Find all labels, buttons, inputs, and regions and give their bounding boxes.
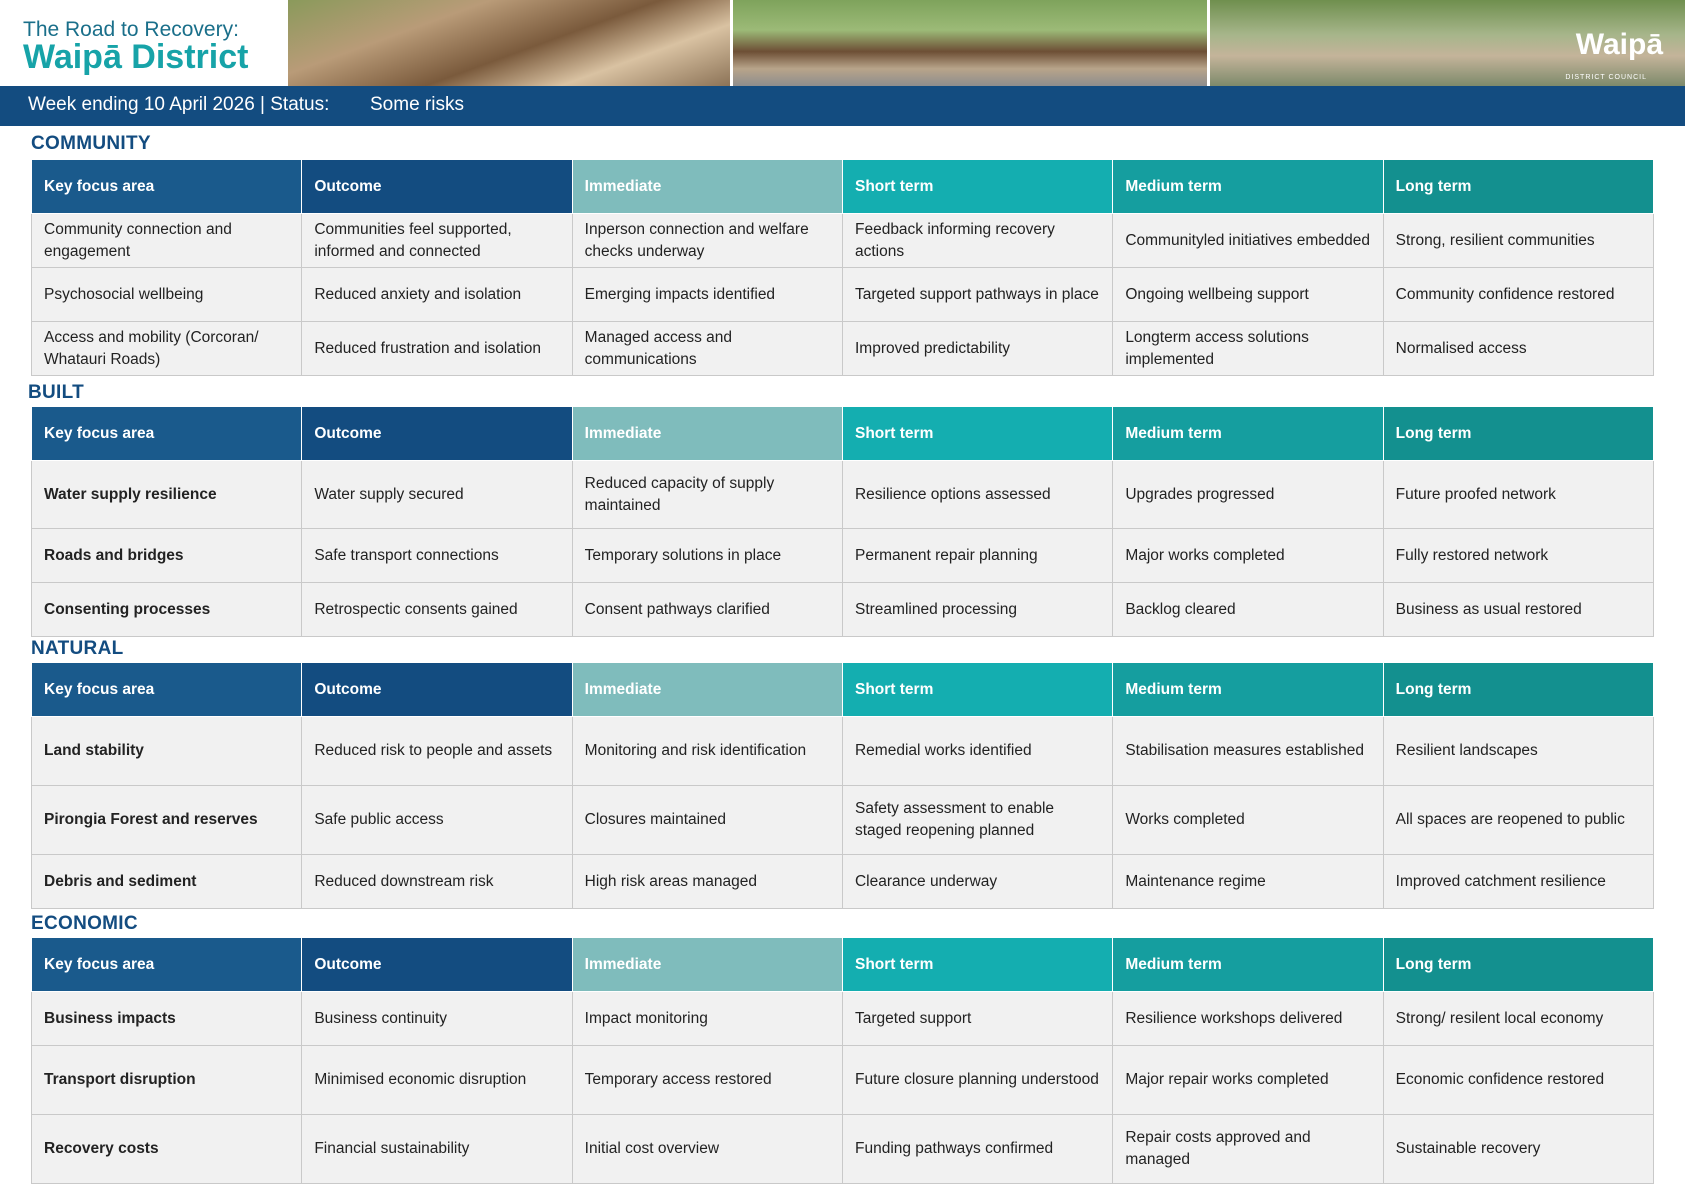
cell-short-term: Permanent repair planning — [842, 529, 1112, 583]
header-photo-landslip — [288, 0, 730, 86]
cell-immediate: Impact monitoring — [572, 992, 842, 1046]
report-subtitle: The Road to Recovery: — [23, 18, 239, 41]
table-row — [32, 1046, 1654, 1115]
cell-medium-term: Major works completed — [1113, 529, 1383, 583]
cell-outcome: Reduced risk to people and assets — [302, 717, 572, 786]
cell-medium-term: Repair costs approved and managed — [1113, 1115, 1383, 1184]
cell-key-focus: Debris and sediment — [32, 855, 302, 909]
status-value: Some risks — [370, 94, 464, 115]
cell-immediate: Consent pathways clarified — [572, 583, 842, 637]
table-row — [32, 1115, 1654, 1184]
col-header-long-term: Long term — [1383, 160, 1653, 214]
cell-long-term: Future proofed network — [1383, 461, 1653, 529]
col-header-immediate: Immediate — [572, 160, 842, 214]
cell-long-term: Normalised access — [1383, 322, 1653, 376]
col-header-short-term: Short term — [842, 407, 1112, 461]
header-photo-workers — [1210, 0, 1685, 86]
col-header-immediate: Immediate — [572, 938, 842, 992]
cell-short-term: Feedback informing recovery actions — [842, 214, 1112, 268]
council-logo-subtext: DISTRICT COUNCIL — [1565, 74, 1647, 81]
cell-key-focus: Pirongia Forest and reserves — [32, 786, 302, 855]
cell-medium-term: Major repair works completed — [1113, 1046, 1383, 1115]
cell-long-term: Improved catchment resilience — [1383, 855, 1653, 909]
report-title: Waipā District — [23, 38, 249, 76]
col-header-outcome: Outcome — [302, 663, 572, 717]
col-header-short-term: Short term — [842, 663, 1112, 717]
cell-medium-term: Maintenance regime — [1113, 855, 1383, 909]
cell-short-term: Safety assessment to enable staged reopening planned — [842, 786, 1112, 855]
cell-medium-term: Longterm access solutions implemented — [1113, 322, 1383, 376]
cell-long-term: All spaces are reopened to public — [1383, 786, 1653, 855]
table-row — [32, 717, 1654, 786]
cell-short-term: Remedial works identified — [842, 717, 1112, 786]
col-header-long-term: Long term — [1383, 938, 1653, 992]
cell-medium-term: Works completed — [1113, 786, 1383, 855]
section-title-natural: NATURAL — [31, 638, 124, 659]
cell-short-term: Streamlined processing — [842, 583, 1112, 637]
table-row — [32, 268, 1654, 322]
cell-short-term: Resilience options assessed — [842, 461, 1112, 529]
cell-immediate: Reduced capacity of supply maintained — [572, 461, 842, 529]
cell-outcome: Safe transport connections — [302, 529, 572, 583]
cell-short-term: Targeted support pathways in place — [842, 268, 1112, 322]
col-header-key-focus: Key focus area — [32, 407, 302, 461]
cell-medium-term: Stabilisation measures established — [1113, 717, 1383, 786]
table-row — [32, 855, 1654, 909]
col-header-short-term: Short term — [842, 938, 1112, 992]
cell-medium-term: Ongoing wellbeing support — [1113, 268, 1383, 322]
cell-key-focus: Business impacts — [32, 992, 302, 1046]
table-economic — [31, 937, 1654, 1184]
cell-immediate: Emerging impacts identified — [572, 268, 842, 322]
cell-immediate: Initial cost overview — [572, 1115, 842, 1184]
col-header-long-term: Long term — [1383, 663, 1653, 717]
col-header-medium-term: Medium term — [1113, 160, 1383, 214]
section-title-community: COMMUNITY — [31, 133, 151, 154]
cell-outcome: Financial sustainability — [302, 1115, 572, 1184]
cell-key-focus: Community connection and engagement — [32, 214, 302, 268]
table-row — [32, 461, 1654, 529]
cell-long-term: Community confidence restored — [1383, 268, 1653, 322]
cell-immediate: Temporary access restored — [572, 1046, 842, 1115]
header-banner — [0, 0, 1685, 86]
col-header-long-term: Long term — [1383, 407, 1653, 461]
col-header-immediate: Immediate — [572, 663, 842, 717]
cell-outcome: Safe public access — [302, 786, 572, 855]
cell-immediate: Inperson connection and welfare checks underway — [572, 214, 842, 268]
cell-key-focus: Consenting processes — [32, 583, 302, 637]
cell-key-focus: Recovery costs — [32, 1115, 302, 1184]
cell-immediate: Temporary solutions in place — [572, 529, 842, 583]
col-header-medium-term: Medium term — [1113, 663, 1383, 717]
cell-short-term: Clearance underway — [842, 855, 1112, 909]
cell-short-term: Funding pathways confirmed — [842, 1115, 1112, 1184]
cell-short-term: Targeted support — [842, 992, 1112, 1046]
title-block — [0, 0, 288, 86]
col-header-medium-term: Medium term — [1113, 938, 1383, 992]
cell-medium-term: Communityled initiatives embedded — [1113, 214, 1383, 268]
cell-immediate: High risk areas managed — [572, 855, 842, 909]
col-header-immediate: Immediate — [572, 407, 842, 461]
cell-medium-term: Upgrades progressed — [1113, 461, 1383, 529]
col-header-key-focus: Key focus area — [32, 938, 302, 992]
status-bar — [0, 86, 1685, 126]
cell-long-term: Fully restored network — [1383, 529, 1653, 583]
cell-long-term: Business as usual restored — [1383, 583, 1653, 637]
col-header-key-focus: Key focus area — [32, 663, 302, 717]
cell-immediate: Managed access and communications — [572, 322, 842, 376]
table-row — [32, 322, 1654, 376]
header-photo-roadworks — [733, 0, 1207, 86]
cell-key-focus: Land stability — [32, 717, 302, 786]
cell-long-term: Strong, resilient communities — [1383, 214, 1653, 268]
cell-outcome: Water supply secured — [302, 461, 572, 529]
col-header-medium-term: Medium term — [1113, 407, 1383, 461]
cell-outcome: Retrospectic consents gained — [302, 583, 572, 637]
cell-outcome: Reduced downstream risk — [302, 855, 572, 909]
table-natural — [31, 662, 1654, 909]
cell-outcome: Reduced anxiety and isolation — [302, 268, 572, 322]
table-row — [32, 214, 1654, 268]
council-logo: Waipā — [1575, 28, 1663, 61]
table-built — [31, 406, 1654, 637]
col-header-outcome: Outcome — [302, 160, 572, 214]
cell-outcome: Minimised economic disruption — [302, 1046, 572, 1115]
cell-key-focus: Transport disruption — [32, 1046, 302, 1115]
cell-long-term: Strong/ resilent local economy — [1383, 992, 1653, 1046]
cell-key-focus: Psychosocial wellbeing — [32, 268, 302, 322]
table-row — [32, 786, 1654, 855]
table-community — [31, 159, 1654, 376]
section-title-built: BUILT — [28, 382, 85, 403]
cell-outcome: Business continuity — [302, 992, 572, 1046]
col-header-short-term: Short term — [842, 160, 1112, 214]
cell-short-term: Future closure planning understood — [842, 1046, 1112, 1115]
cell-key-focus: Water supply resilience — [32, 461, 302, 529]
cell-medium-term: Resilience workshops delivered — [1113, 992, 1383, 1046]
table-row — [32, 583, 1654, 637]
cell-key-focus: Access and mobility (Corcoran/ Whatauri Roads) — [32, 322, 302, 376]
cell-outcome: Communities feel supported, informed and connected — [302, 214, 572, 268]
section-title-economic: ECONOMIC — [31, 913, 138, 934]
cell-outcome: Reduced frustration and isolation — [302, 322, 572, 376]
cell-immediate: Monitoring and risk identification — [572, 717, 842, 786]
cell-short-term: Improved predictability — [842, 322, 1112, 376]
cell-key-focus: Roads and bridges — [32, 529, 302, 583]
cell-medium-term: Backlog cleared — [1113, 583, 1383, 637]
week-ending-label: Week ending 10 April 2026 | Status: — [28, 94, 330, 115]
table-row — [32, 992, 1654, 1046]
cell-long-term: Resilient landscapes — [1383, 717, 1653, 786]
cell-immediate: Closures maintained — [572, 786, 842, 855]
col-header-key-focus: Key focus area — [32, 160, 302, 214]
cell-long-term: Economic confidence restored — [1383, 1046, 1653, 1115]
table-row — [32, 529, 1654, 583]
col-header-outcome: Outcome — [302, 938, 572, 992]
col-header-outcome: Outcome — [302, 407, 572, 461]
cell-long-term: Sustainable recovery — [1383, 1115, 1653, 1184]
